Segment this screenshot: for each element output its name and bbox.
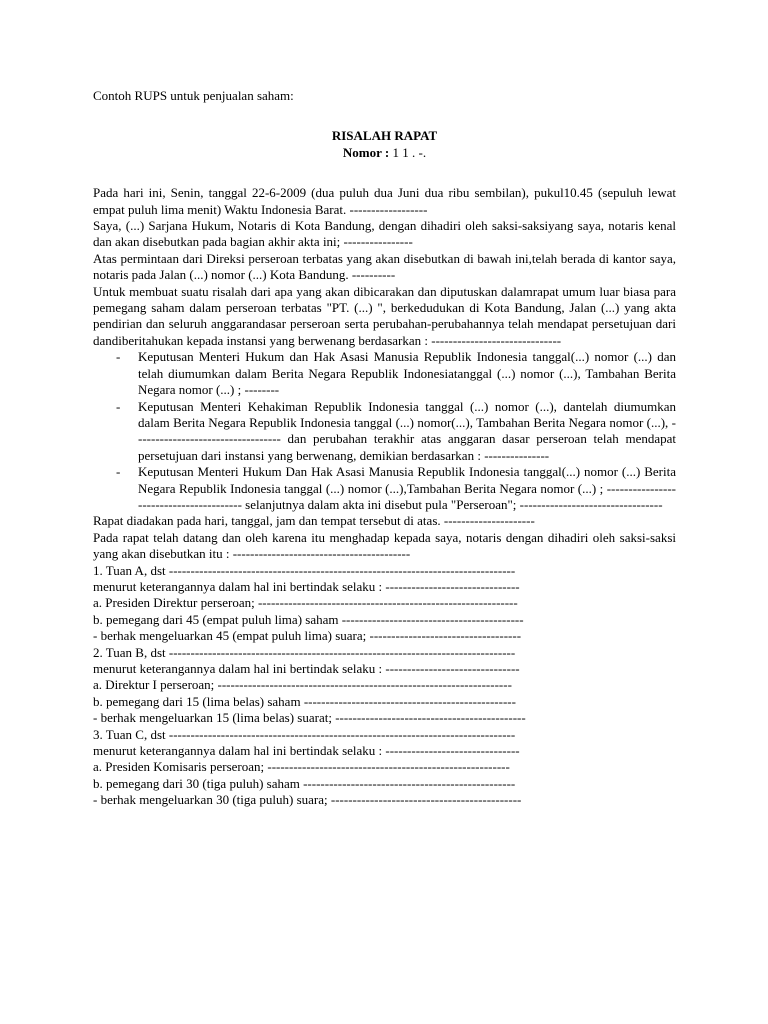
paragraph-meeting-held: Rapat diadakan pada hari, tanggal, jam dan tempat tersebut di atas. --------------------- xyxy=(93,513,535,529)
attendee-position: a. Presiden Direktur perseroan; ------------------------------------------------------------ xyxy=(93,595,518,611)
attendee-name: 1. Tuan A, dst -------------------------------------------------------------------------------- xyxy=(93,562,516,578)
document-body xyxy=(93,88,676,809)
list-item: - Keputusan Menteri Hukum Dan Hak Asasi Manusia Republik Indonesia tanggal(...) nomor (...) Berita Negara Republik Indonesia tanggal (...) nomor (...),Tambahan Berita Negara nomor (...) ; ---------------------------------------- selanjutnya dalam akta ini disebut pula "Perseroan"; --------------------------------- xyxy=(93,464,676,513)
attendee-shares: b. pemegang dari 30 (tiga puluh) saham ------------------------------------------------- xyxy=(93,775,516,791)
attendee-shares: b. pemegang dari 15 (lima belas) saham ------------------------------------------------- xyxy=(93,693,516,709)
attendee-position: a. Presiden Komisaris perseroan; -------------------------------------------------------- xyxy=(93,759,510,775)
attendee-role-intro: menurut keterangannya dalam hal ini bertindak selaku : ------------------------------- xyxy=(93,578,520,594)
nomor-value: 1 1 . -. xyxy=(389,144,427,160)
paragraph-notary-intro: Saya, (...) Sarjana Hukum, Notaris di Kota Bandung, dengan dihadiri oleh saksi-saksiyang saya, notaris kenal dan akan disebutkan pada bagian akhir akta ini; ---------------- xyxy=(93,218,676,250)
paragraph-opening-date: Pada hari ini, Senin, tanggal 22-6-2009 (dua puluh dua Juni dua ribu sembilan), pukul10.45 (sepuluh lewat empat puluh lima menit) Waktu Indonesia Barat. ------------------ xyxy=(93,185,676,217)
document-heading: Contoh RUPS untuk penjualan saham: xyxy=(93,88,294,103)
legal-basis-list xyxy=(93,349,676,513)
attendee-role-intro: menurut keterangannya dalam hal ini bertindak selaku : ------------------------------- xyxy=(93,743,520,759)
paragraph-request: Atas permintaan dari Direksi perseroan terbatas yang akan disebutkan di bawah ini,telah berada di kantor saya, notaris pada Jalan (...) nomor (...) Kota Bandung. ---------- xyxy=(93,250,676,283)
attendee-name: 3. Tuan C, dst -------------------------------------------------------------------------------- xyxy=(93,726,516,742)
list-item: - Keputusan Menteri Kehakiman Republik Indonesia tanggal (...) nomor (...), dantelah diumumkan dalam Berita Negara Republik Indonesia tanggal (...) nomor(...), Tambahan Berita Negara nomor (...), ---------------------------------- dan perubahan terakhir atas anggaran dasar perseroan telah mendapat persetujuan dari instansi yang berwenang, demikian berdasarkan : --------------- xyxy=(93,399,676,465)
attendee-name: 2. Tuan B, dst -------------------------------------------------------------------------------- xyxy=(93,644,516,660)
attendee-role-intro: menurut keterangannya dalam hal ini bertindak selaku : ------------------------------- xyxy=(93,661,520,676)
paragraph-attendance: Pada rapat telah datang dan oleh karena itu menghadap kepada saya, notaris dengan dihadiri oleh saksi-saksi yang akan disebutkan itu : ----------------------------------------- xyxy=(93,529,676,562)
attendee-position: a. Direktur I perseroan; -------------------------------------------------------------------- xyxy=(93,677,512,693)
document-title: RISALAH RAPAT xyxy=(331,128,438,144)
attendee-votes: - berhak mengeluarkan 45 (empat puluh lima) suara; ----------------------------------- xyxy=(93,628,522,644)
attendee-votes: - berhak mengeluarkan 15 (lima belas) suarat; -------------------------------------------- xyxy=(93,710,526,726)
list-item: - Keputusan Menteri Hukum dan Hak Asasi Manusia Republik Indonesia tanggal(...) nomor (...) dan telah diumumkan dalam Berita Negara Republik Indonesiatanggal (...) nomor (...), Tambahan Berita Negara nomor (...) ; -------- xyxy=(93,349,676,398)
nomor-label: Nomor : xyxy=(342,144,390,160)
attendee-block xyxy=(93,563,676,645)
document-number xyxy=(93,145,676,161)
attendee-votes: - berhak mengeluarkan 30 (tiga puluh) suara; -------------------------------------------- xyxy=(93,792,522,808)
attendee-block xyxy=(93,727,676,809)
attendee-shares: b. pemegang dari 45 (empat puluh lima) saham ------------------------------------------ xyxy=(93,611,524,627)
paragraph-purpose: Untuk membuat suatu risalah dari apa yang akan dibicarakan dan diputuskan dalamrapat umum luar biasa para pemegang saham dalam perseroan terbatas "PT. (...) ", berkedudukan di Kota Bandung, Jalan (...) yang akta pendirian dan seluruh anggarandasar perseroan serta perubahan-perubahannya telah mendapat persetujuan dari dandiberitahukan kepada instansi yang berwenang berdasarkan : ------------------------------ xyxy=(93,283,676,348)
attendee-block xyxy=(93,645,676,727)
